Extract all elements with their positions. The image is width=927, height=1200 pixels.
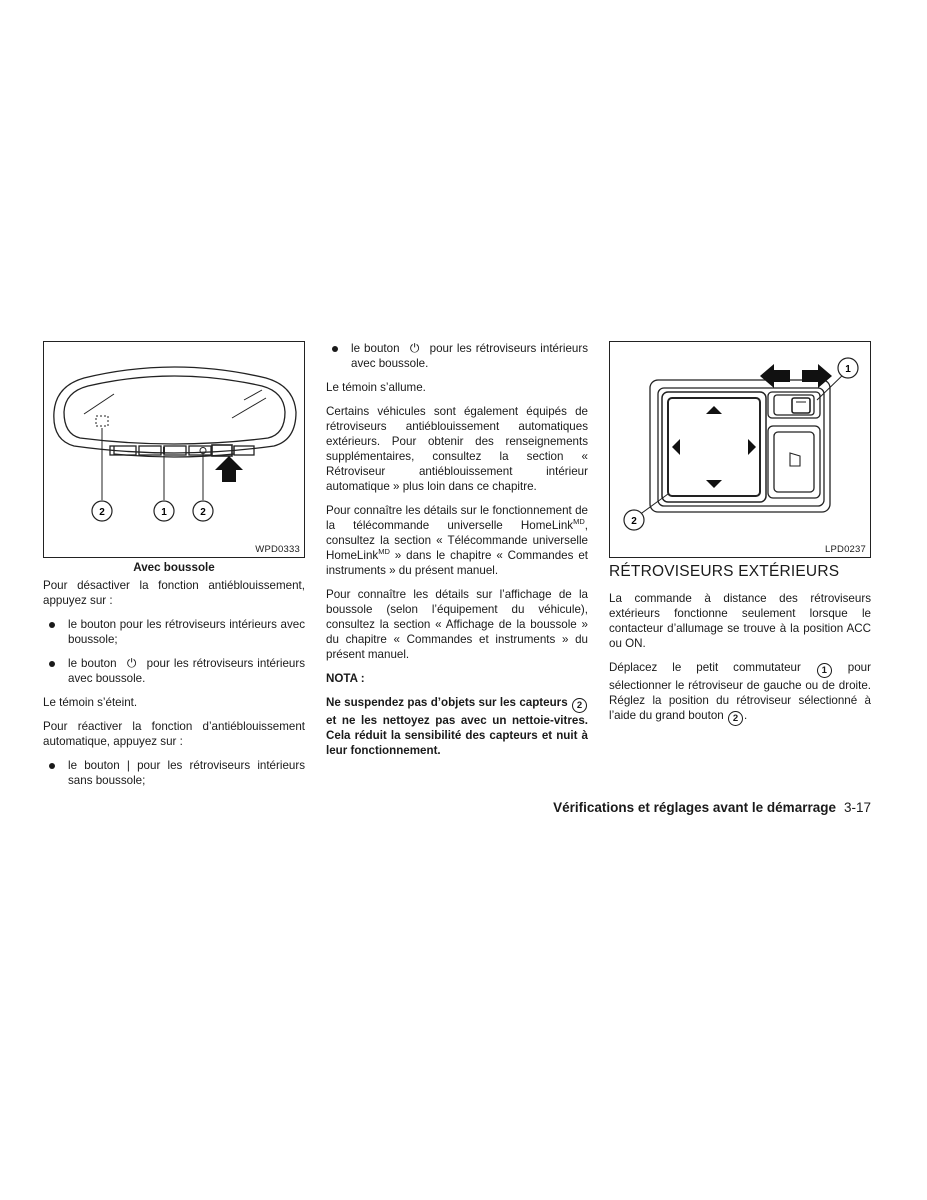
list-item — [43, 617, 305, 647]
paragraph: La commande à distance des rétroviseurs extérieurs fonctionne seulement lorsque le contacteur d’allumage se trouve à la position ACC ou ON. — [609, 592, 871, 650]
bullet-text-after: pour les rétroviseurs intérieurs avec boussole. — [68, 657, 305, 685]
list-item — [43, 656, 305, 686]
middle-column — [326, 341, 588, 767]
figure-code: WPD0333 — [255, 544, 300, 555]
page-footer — [553, 800, 871, 815]
bullet-text-before: le bouton — [68, 657, 117, 670]
callout-1-label: 1 — [845, 364, 851, 375]
callout-2-label: 2 — [200, 507, 206, 518]
on-result: Le témoin s’allume. — [326, 381, 426, 394]
callout-2-label: 2 — [99, 507, 105, 518]
bullet-dot-icon — [49, 763, 55, 769]
nota-body: Ne suspendez pas d’objets sur les capteurs 2 et ne les nettoyez pas avec un nettoie-vitres. Cela réduit la sensibilité des capteurs et nuit à leur fonctionnement. — [326, 696, 588, 757]
paragraph: Certains véhicules sont également équipés de rétroviseurs antiéblouissement automatiques extérieurs. Pour obtenir des renseignements supplémentaires, consultez la section « Rétroviseur antiéblouissement intérieur automatique » plus loin dans ce chapitre. — [326, 405, 588, 493]
callout-number: 2 — [572, 698, 587, 713]
figure-code: LPD0237 — [824, 544, 866, 555]
power-button-icon: ⏻ — [126, 656, 137, 670]
deactivate-intro: Pour désactiver la fonction antiéblouissement, appuyez sur : — [43, 579, 305, 607]
left-column — [43, 578, 305, 797]
left-figure-callouts — [92, 501, 213, 521]
callout-1-label: 1 — [161, 507, 167, 518]
page-number: 3-17 — [843, 800, 871, 815]
paragraph: Déplacez le petit commutateur 1 pour sélectionner le rétroviseur de gauche ou de droite. Réglez la position du rétroviseur sélectionné à l’aide du grand bouton 2 . — [609, 661, 871, 724]
callout-number: 2 — [728, 711, 743, 726]
homelink-paragraph: Pour connaître les détails sur le fonctionnement de la télécommande universelle HomeLink$^{MD}$, consultez la section « Télécommande universelle HomeLink$^{MD}$ » dans le chapitre « Commandes et instruments » du présent manuel. — [326, 504, 588, 577]
list-item — [43, 758, 305, 788]
figure-rearview-mirror — [43, 341, 305, 558]
figure-caption: Avec boussole — [133, 561, 215, 574]
nota-title: NOTA : — [326, 672, 365, 685]
callout-2-label: 2 — [631, 516, 637, 527]
chapter-title: Vérifications et réglages avant le démarrage — [553, 800, 836, 815]
list-item — [326, 341, 588, 371]
right-column — [609, 563, 871, 735]
section-title: RÉTROVISEURS EXTÉRIEURS — [609, 563, 840, 580]
bullet-dot-icon — [332, 346, 338, 352]
paragraph: Pour connaître les détails sur l’affichage de la boussole (selon l’équipement du véhicule), consultez la section « Affichage de la boussole » du chapitre « Commandes et instruments » du présent manuel. — [326, 588, 588, 661]
bullet-dot-icon — [49, 661, 55, 667]
reactivate-intro: Pour réactiver la fonction d’antiéblouissement automatique, appuyez sur : — [43, 720, 305, 748]
off-result: Le témoin s’éteint. — [43, 696, 138, 709]
bullet-text-before: le bouton — [351, 342, 400, 355]
figure-mirror-control — [609, 341, 871, 558]
bullet-text: le bouton pour les rétroviseurs intérieurs avec boussole; — [68, 618, 305, 646]
rearview-mirror-illustration — [44, 342, 304, 557]
power-button-icon: ⏻ — [409, 341, 420, 355]
bullet-dot-icon — [49, 622, 55, 628]
bullet-text-after: pour les rétroviseurs intérieurs avec boussole. — [351, 342, 588, 370]
bullet-text: le bouton | pour les rétroviseurs intérieurs sans boussole; — [68, 759, 305, 787]
mirror-control-illustration — [610, 342, 870, 557]
callout-number: 1 — [817, 663, 832, 678]
